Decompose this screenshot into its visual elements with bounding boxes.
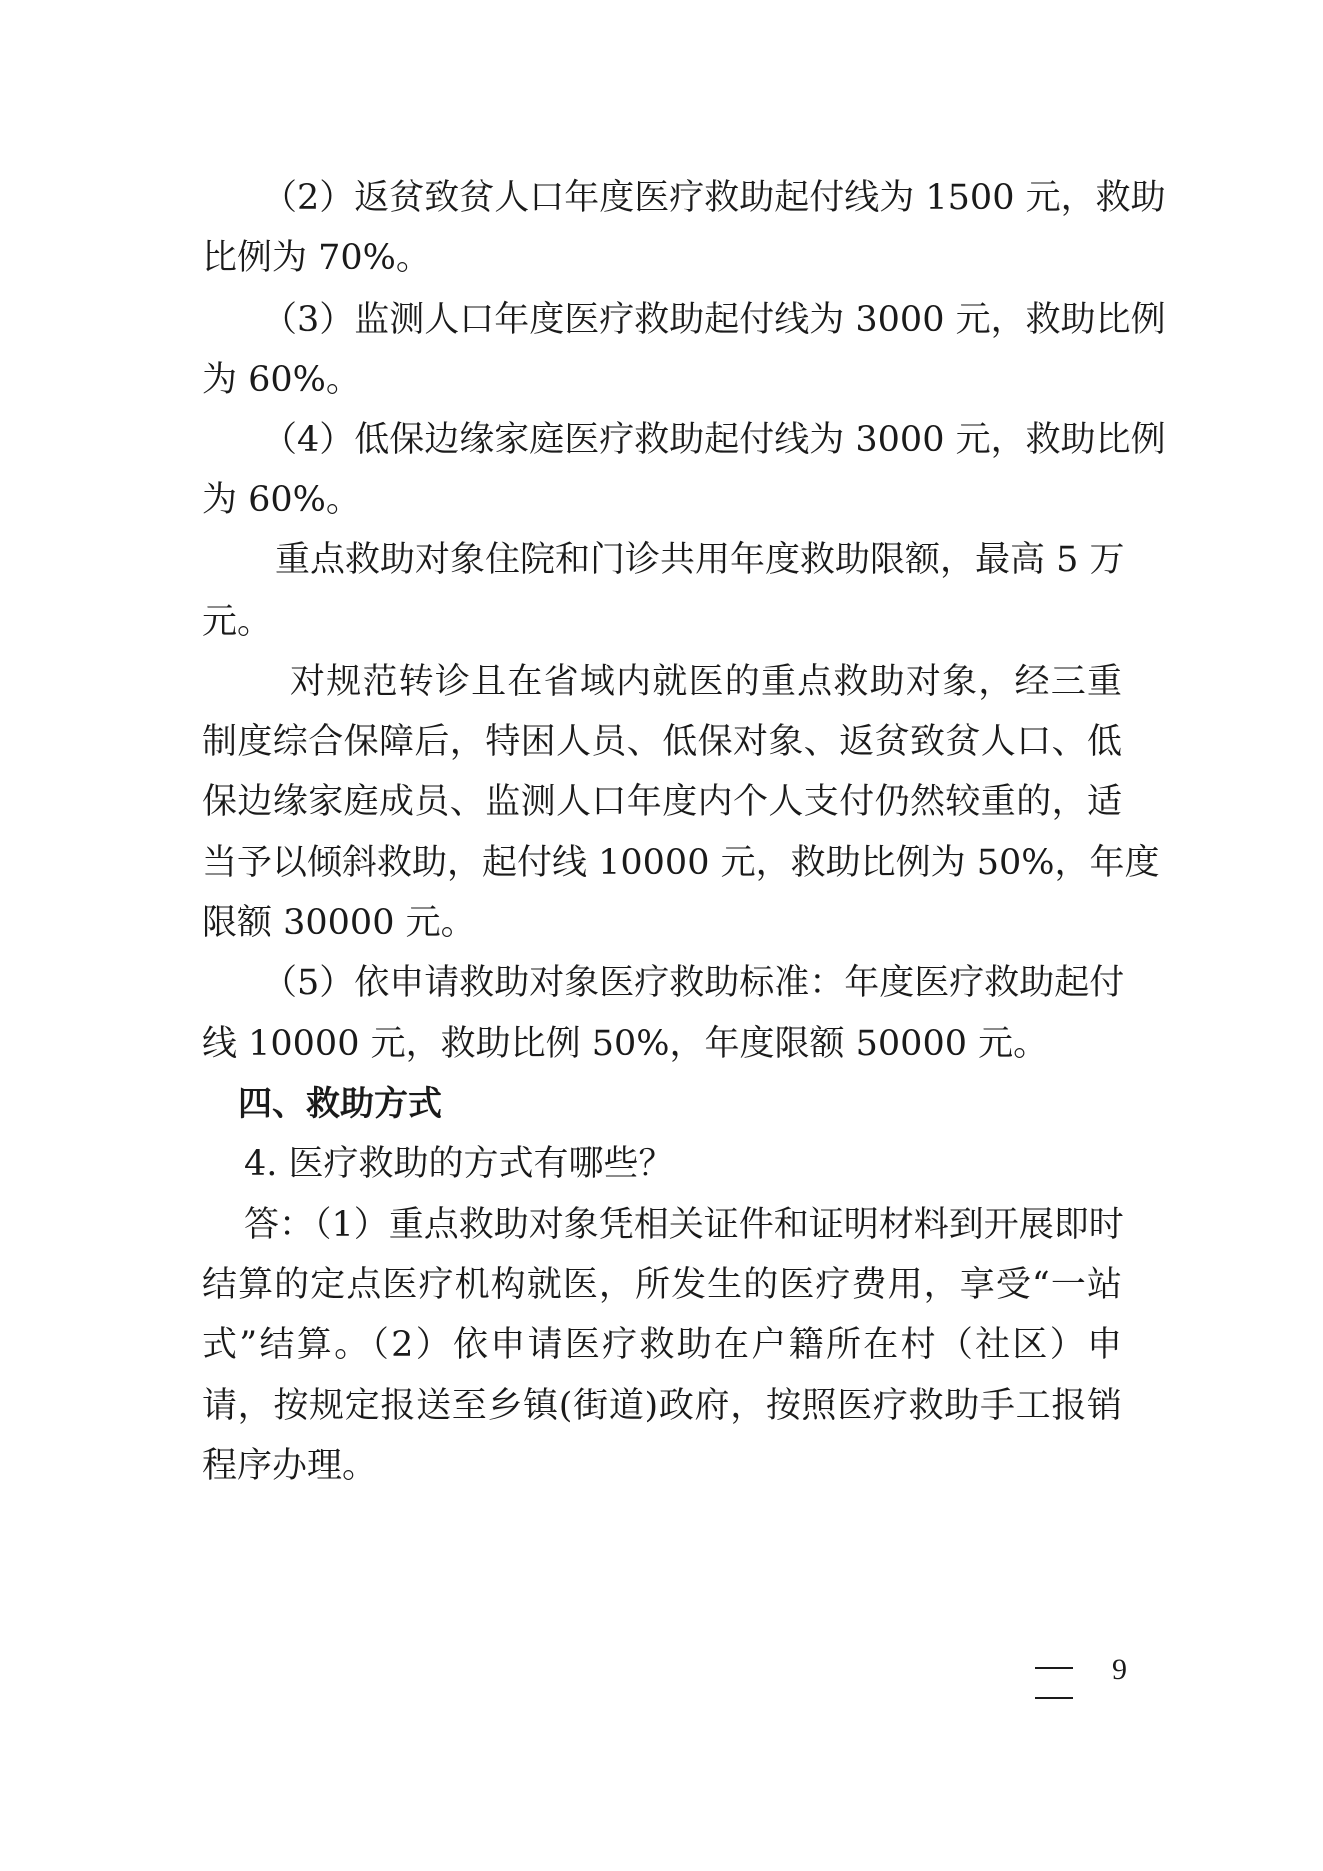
footer-dash — [1035, 1697, 1073, 1699]
paragraph-line: 重点救助对象住院和门诊共用年度救助限额，最高 5 万 — [275, 540, 1125, 580]
page-number: 9 — [1112, 1653, 1127, 1686]
paragraph-line: 比例为 70%。 — [202, 238, 431, 278]
paragraph-line: 式”结算。（2）依申请医疗救助在户籍所在村（社区）申 — [202, 1325, 1122, 1365]
paragraph-line: 限额 30000 元。 — [202, 903, 476, 943]
paragraph-line: 制度综合保障后，特困人员、低保对象、返贫致贫人口、低 — [202, 722, 1122, 762]
paragraph-line: （2）返贫致贫人口年度医疗救助起付线为 1500 元，救助 — [262, 178, 1166, 218]
paragraph-line: 为 60%。 — [202, 360, 361, 400]
paragraph-line: 线 10000 元，救助比例 50%，年度限额 50000 元。 — [202, 1024, 1049, 1064]
section-heading: 四、救助方式 — [238, 1084, 442, 1124]
paragraph-line: 为 60%。 — [202, 480, 361, 520]
paragraph-line: （5）依申请救助对象医疗救助标准：年度医疗救助起付 — [262, 963, 1125, 1003]
paragraph-line: 答：（1）重点救助对象凭相关证件和证明材料到开展即时 — [244, 1205, 1124, 1245]
paragraph-line: 元。 — [202, 602, 273, 642]
paragraph-line: 请，按规定报送至乡镇(街道)政府，按照医疗救助手工报销 — [202, 1386, 1122, 1426]
paragraph-line: 对规范转诊且在省域内就医的重点救助对象，经三重 — [290, 662, 1122, 702]
question-line: 4. 医疗救助的方式有哪些？ — [244, 1144, 674, 1184]
paragraph-line: 当予以倾斜救助，起付线 10000 元，救助比例为 50%，年度 — [202, 843, 1160, 883]
paragraph-line: 结算的定点医疗机构就医，所发生的医疗费用，享受“一站 — [202, 1265, 1122, 1305]
paragraph-line: 保边缘家庭成员、监测人口年度内个人支付仍然较重的，适 — [202, 782, 1122, 822]
paragraph-line: （4）低保边缘家庭医疗救助起付线为 3000 元，救助比例 — [262, 420, 1166, 460]
footer-dash — [1035, 1667, 1073, 1669]
paragraph-line: 程序办理。 — [202, 1446, 378, 1486]
paragraph-line: （3）监测人口年度医疗救助起付线为 3000 元，救助比例 — [262, 300, 1166, 340]
